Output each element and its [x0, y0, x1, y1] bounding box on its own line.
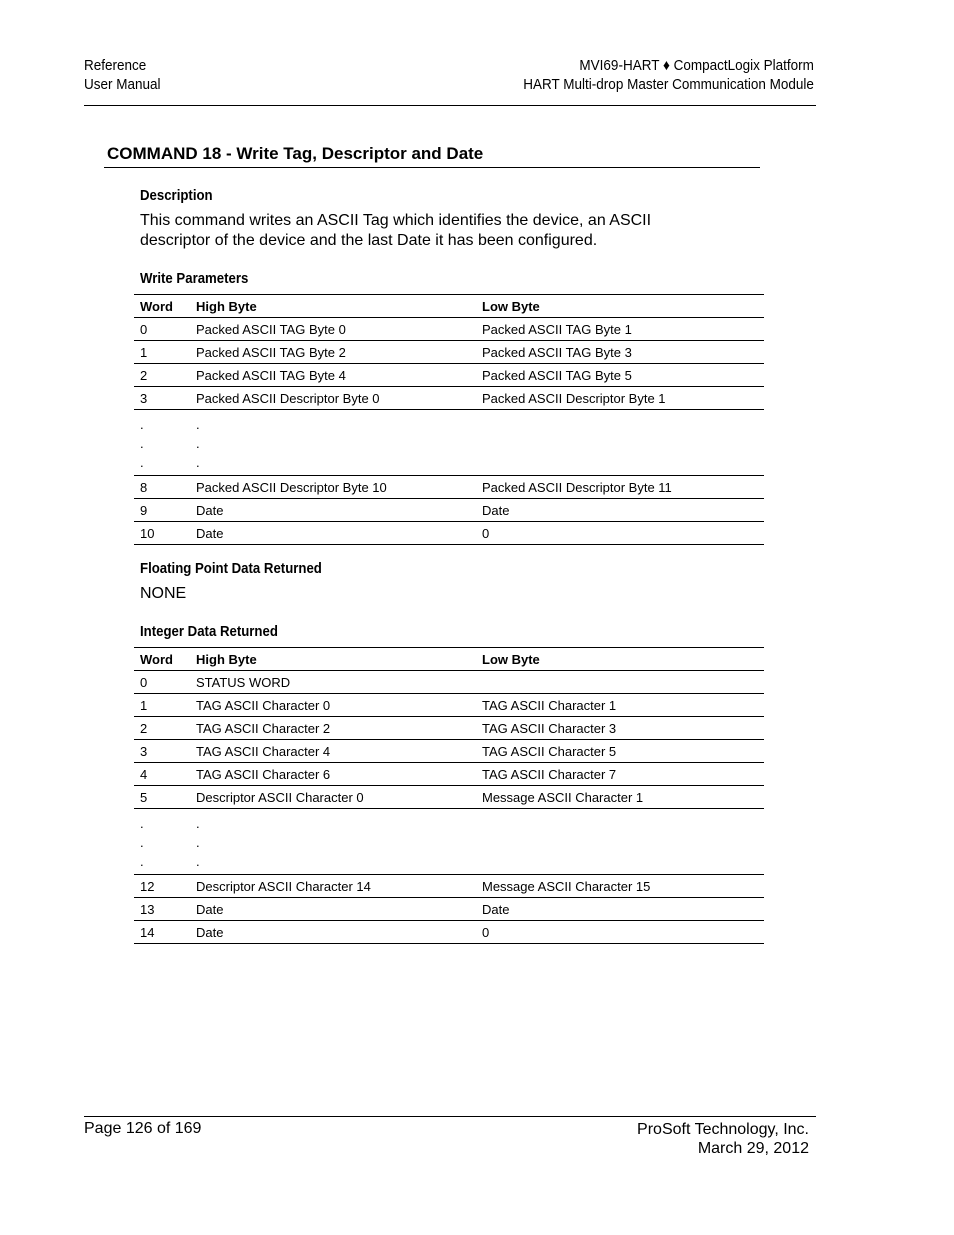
footer-company: ProSoft Technology, Inc.: [637, 1121, 809, 1138]
ellipsis-high-byte: . . .: [190, 410, 476, 476]
description-text: [140, 211, 760, 251]
cell-low-byte: TAG ASCII Character 7: [476, 763, 764, 786]
table-row: [134, 476, 764, 499]
write-parameters-heading: Write Parameters: [140, 270, 249, 287]
cell-low-byte: Packed ASCII TAG Byte 3: [476, 341, 764, 364]
table-header-row: [134, 295, 764, 318]
cell-word: 12: [134, 875, 190, 898]
cell-high-byte: Packed ASCII TAG Byte 4: [190, 364, 476, 387]
column-header-high-byte: High Byte: [190, 648, 476, 671]
table-row: [134, 387, 764, 410]
cell-low-byte: Packed ASCII TAG Byte 1: [476, 318, 764, 341]
integer-data-heading: Integer Data Returned: [140, 623, 278, 640]
cell-high-byte: Date: [190, 898, 476, 921]
ellipsis-word: . . .: [134, 809, 190, 875]
description-line: This command writes an ASCII Tag which identifies the device, an ASCII: [140, 212, 652, 229]
cell-word: 0: [134, 318, 190, 341]
cell-word: 3: [134, 387, 190, 410]
cell-low-byte: TAG ASCII Character 1: [476, 694, 764, 717]
page-number: Page 126 of 169: [84, 1120, 202, 1137]
cell-high-byte: Date: [190, 499, 476, 522]
cell-high-byte: Descriptor ASCII Character 14: [190, 875, 476, 898]
cell-high-byte: Packed ASCII TAG Byte 2: [190, 341, 476, 364]
cell-low-byte: Packed ASCII TAG Byte 5: [476, 364, 764, 387]
column-header-low-byte: Low Byte: [476, 295, 764, 318]
cell-word: 4: [134, 763, 190, 786]
header-divider: [84, 105, 816, 106]
cell-word: 1: [134, 341, 190, 364]
write-parameters-table: [134, 294, 764, 545]
cell-high-byte: Descriptor ASCII Character 0: [190, 786, 476, 809]
page-footer-right: [637, 1120, 809, 1158]
header-doc-type: User Manual: [84, 76, 161, 93]
cell-word: 2: [134, 717, 190, 740]
footer-date: March 29, 2012: [697, 1140, 809, 1157]
cell-word: 14: [134, 921, 190, 944]
table-row: [134, 694, 764, 717]
table-row: [134, 671, 764, 694]
cell-low-byte: Packed ASCII Descriptor Byte 11: [476, 476, 764, 499]
cell-high-byte: Date: [190, 921, 476, 944]
cell-high-byte: TAG ASCII Character 6: [190, 763, 476, 786]
table-header-row: [134, 648, 764, 671]
description-line: descriptor of the device and the last Date it has been configured.: [140, 232, 598, 249]
cell-low-byte: 0: [476, 921, 764, 944]
header-module: HART Multi-drop Master Communication Module: [523, 76, 814, 93]
table-row: [134, 717, 764, 740]
table-row: [134, 364, 764, 387]
column-header-low-byte: Low Byte: [476, 648, 764, 671]
table-row: [134, 499, 764, 522]
table-row: [134, 875, 764, 898]
cell-high-byte: Packed ASCII Descriptor Byte 10: [190, 476, 476, 499]
table-row: [134, 898, 764, 921]
column-header-word: Word: [134, 295, 190, 318]
section-title: COMMAND 18 - Write Tag, Descriptor and Date: [107, 144, 484, 163]
cell-low-byte: 0: [476, 522, 764, 545]
header-product: MVI69-HART ♦ CompactLogix Platform: [579, 57, 814, 74]
cell-word: 1: [134, 694, 190, 717]
column-header-high-byte: High Byte: [190, 295, 476, 318]
ellipsis-low-byte: [476, 809, 764, 875]
cell-word: 9: [134, 499, 190, 522]
cell-word: 2: [134, 364, 190, 387]
ellipsis-low-byte: [476, 410, 764, 476]
ellipsis-word: . . .: [134, 410, 190, 476]
table-row: [134, 341, 764, 364]
header-section-name: Reference: [84, 57, 147, 74]
integer-data-table: [134, 647, 764, 944]
table-row: [134, 318, 764, 341]
cell-high-byte: Packed ASCII Descriptor Byte 0: [190, 387, 476, 410]
cell-low-byte: Packed ASCII Descriptor Byte 1: [476, 387, 764, 410]
floating-point-heading: Floating Point Data Returned: [140, 560, 322, 577]
cell-high-byte: Packed ASCII TAG Byte 0: [190, 318, 476, 341]
cell-word: 0: [134, 671, 190, 694]
table-row-ellipsis: [134, 410, 764, 476]
ellipsis-high-byte: . . .: [190, 809, 476, 875]
cell-low-byte: TAG ASCII Character 5: [476, 740, 764, 763]
table-row: [134, 522, 764, 545]
page-header-right: [523, 56, 814, 94]
cell-low-byte: Message ASCII Character 1: [476, 786, 764, 809]
description-heading: Description: [140, 187, 213, 204]
section-title-divider: [104, 167, 760, 168]
table-row: [134, 921, 764, 944]
cell-high-byte: TAG ASCII Character 2: [190, 717, 476, 740]
cell-word: 13: [134, 898, 190, 921]
cell-low-byte: Message ASCII Character 15: [476, 875, 764, 898]
footer-divider: [84, 1116, 816, 1117]
cell-word: 5: [134, 786, 190, 809]
floating-point-value: NONE: [140, 585, 187, 602]
cell-high-byte: Date: [190, 522, 476, 545]
cell-low-byte: Date: [476, 499, 764, 522]
page-header-left: [84, 56, 161, 94]
cell-low-byte: [476, 671, 764, 694]
cell-word: 10: [134, 522, 190, 545]
table-row-ellipsis: [134, 809, 764, 875]
table-row: [134, 740, 764, 763]
cell-high-byte: TAG ASCII Character 4: [190, 740, 476, 763]
cell-high-byte: TAG ASCII Character 0: [190, 694, 476, 717]
cell-low-byte: Date: [476, 898, 764, 921]
table-row: [134, 763, 764, 786]
cell-word: 8: [134, 476, 190, 499]
column-header-word: Word: [134, 648, 190, 671]
cell-low-byte: TAG ASCII Character 3: [476, 717, 764, 740]
table-row: [134, 786, 764, 809]
cell-high-byte: STATUS WORD: [190, 671, 476, 694]
cell-word: 3: [134, 740, 190, 763]
